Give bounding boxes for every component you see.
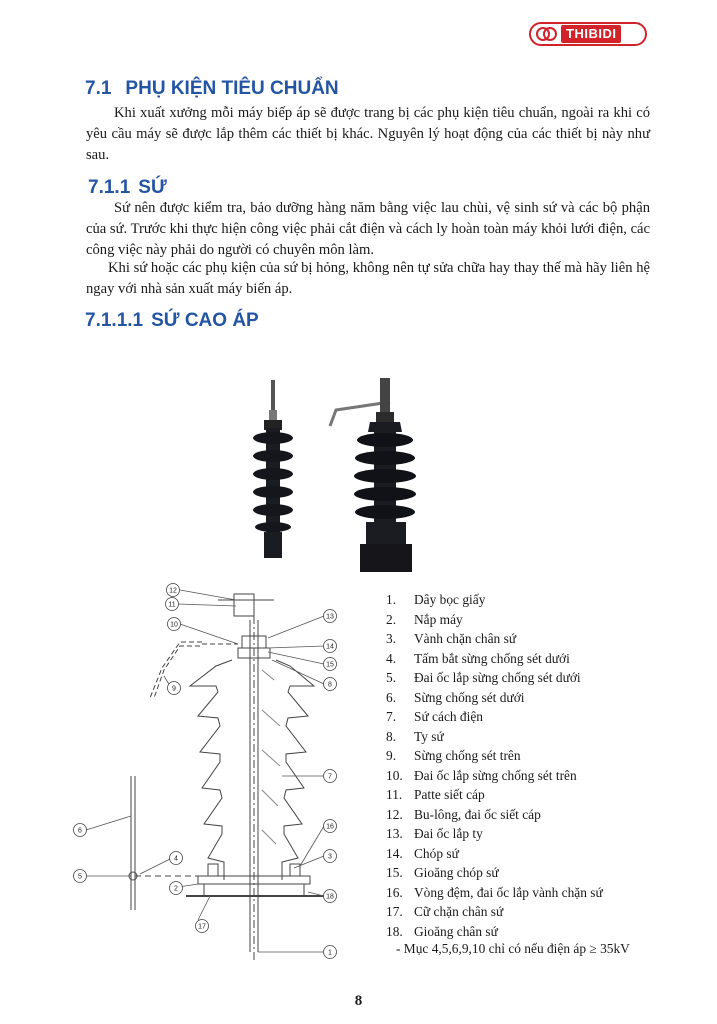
callout-1 bbox=[324, 946, 337, 959]
legend-item: 12. Bu-lông, đai ốc siết cáp bbox=[386, 806, 541, 822]
callout-12 bbox=[167, 584, 180, 597]
svg-text:15: 15 bbox=[326, 661, 334, 669]
page-number: 8 bbox=[354, 993, 363, 1009]
legend-item: 14. Chóp sứ bbox=[386, 845, 459, 861]
legend-item: 2. Nắp máy bbox=[386, 611, 463, 627]
callout-17 bbox=[196, 920, 209, 933]
section-7-1-1-title: SỨ bbox=[138, 177, 167, 198]
legend-item: 18. Gioăng chân sứ bbox=[386, 923, 498, 939]
callout-15 bbox=[324, 658, 337, 671]
section-7-1-1-1-number: 7.1.1.1 bbox=[85, 310, 144, 331]
callout-7 bbox=[324, 770, 337, 783]
section-7-1-1-1-heading bbox=[85, 310, 259, 332]
svg-text:6: 6 bbox=[78, 827, 82, 835]
legend-item: 15. Gioăng chóp sứ bbox=[386, 865, 499, 880]
callout-10 bbox=[168, 618, 181, 631]
section-7-1-body: Khi xuất xưởng mỗi máy biếp áp sẽ được trang bị các phụ kiện tiêu chuẩn, ngoài ra khi có yêu cầu máy sẽ được lắp thêm các thiết bị khác. Nguyên lý hoạt động của các thiết bị này như sau. bbox=[86, 105, 650, 163]
section-7-1-1-para1: Sứ nên được kiểm tra, bảo dưỡng hàng năm bằng việc lau chùi, vệ sinh sứ và các bộ phận của sứ. Trước khi thực hiện công việc phải cắt điện và cách ly hoàn toàn máy khỏi lưới điện, các công việc này phải do người có chuyên môn làm. bbox=[86, 200, 650, 258]
svg-text:10: 10 bbox=[170, 621, 178, 629]
callout-14 bbox=[324, 640, 337, 653]
svg-text:7: 7 bbox=[328, 773, 332, 781]
callout-13 bbox=[324, 610, 337, 623]
thibidi-logo bbox=[529, 22, 647, 46]
section-7-1-heading bbox=[85, 78, 339, 100]
parts-legend bbox=[386, 590, 603, 941]
large-bushing-image bbox=[330, 378, 416, 572]
legend-item: 3. Vành chặn chân sứ bbox=[386, 631, 517, 646]
svg-text:18: 18 bbox=[326, 893, 334, 901]
section-7-1-1-heading bbox=[88, 177, 167, 199]
callout-3 bbox=[324, 850, 337, 863]
callout-5 bbox=[74, 870, 87, 883]
svg-text:1: 1 bbox=[328, 949, 332, 957]
callout-11 bbox=[166, 598, 179, 611]
legend-item: 11. Patte siết cáp bbox=[386, 787, 485, 802]
callout-6 bbox=[74, 824, 87, 837]
svg-text:12: 12 bbox=[169, 587, 177, 595]
legend-item: 1. Dây bọc giấy bbox=[386, 592, 486, 607]
callout-9 bbox=[168, 682, 181, 695]
svg-text:8: 8 bbox=[328, 681, 332, 689]
legend-item: 16. Vòng đệm, đai ốc lắp vành chặn sứ bbox=[386, 884, 603, 900]
bushing-photo bbox=[240, 372, 440, 582]
legend-item: 8. Ty sứ bbox=[386, 728, 444, 744]
logo-rings-icon bbox=[535, 24, 559, 44]
bushing-technical-drawing bbox=[68, 580, 360, 968]
svg-text:13: 13 bbox=[326, 613, 334, 621]
legend-item: 4. Tấm bắt sừng chống sét dưới bbox=[386, 650, 570, 666]
svg-text:2: 2 bbox=[174, 885, 178, 893]
small-bushing-image bbox=[253, 380, 293, 558]
legend-item: 10. Đai ốc lắp sừng chống sét trên bbox=[386, 767, 577, 783]
callout-2 bbox=[170, 882, 183, 895]
section-7-1-title: PHỤ KIỆN TIÊU CHUẨN bbox=[125, 78, 339, 99]
svg-text:4: 4 bbox=[174, 855, 178, 863]
callout-8 bbox=[324, 678, 337, 691]
callout-16 bbox=[324, 820, 337, 833]
svg-text:17: 17 bbox=[198, 923, 206, 931]
legend-item: 6. Sừng chống sét dưới bbox=[386, 689, 525, 705]
legend-item: 17. Cữ chặn chân sứ bbox=[386, 904, 504, 919]
svg-text:14: 14 bbox=[326, 643, 334, 651]
callout-18 bbox=[324, 890, 337, 903]
legend-item: 5. Đai ốc lắp sừng chống sét dưới bbox=[386, 670, 581, 685]
svg-text:16: 16 bbox=[326, 823, 334, 831]
legend-item: 13. Đai ốc lắp ty bbox=[386, 826, 483, 841]
legend-item: 7. Sứ cách điện bbox=[386, 709, 483, 724]
logo-brand-text: THIBIDI bbox=[561, 25, 621, 43]
callout-4 bbox=[170, 852, 183, 865]
section-7-1-1-para2: Khi sứ hoặc các phụ kiện của sứ bị hỏng, không nên tự sửa chữa hay thay thế mà hãy liên hệ ngay với nhà sản xuất máy biến áp. bbox=[86, 260, 650, 297]
svg-text:9: 9 bbox=[172, 685, 176, 693]
svg-text:3: 3 bbox=[328, 853, 332, 861]
svg-text:11: 11 bbox=[168, 601, 176, 609]
section-7-1-1-1-title: SỨ CAO ÁP bbox=[151, 310, 259, 331]
section-7-1-1-number: 7.1.1 bbox=[88, 177, 131, 198]
svg-text:5: 5 bbox=[78, 873, 82, 881]
legend-item: 9. Sừng chống sét trên bbox=[386, 748, 521, 763]
voltage-note: - Mục 4,5,6,9,10 chỉ có nếu điện áp ≥ 35kV bbox=[396, 941, 630, 956]
section-7-1-number: 7.1 bbox=[85, 78, 112, 99]
